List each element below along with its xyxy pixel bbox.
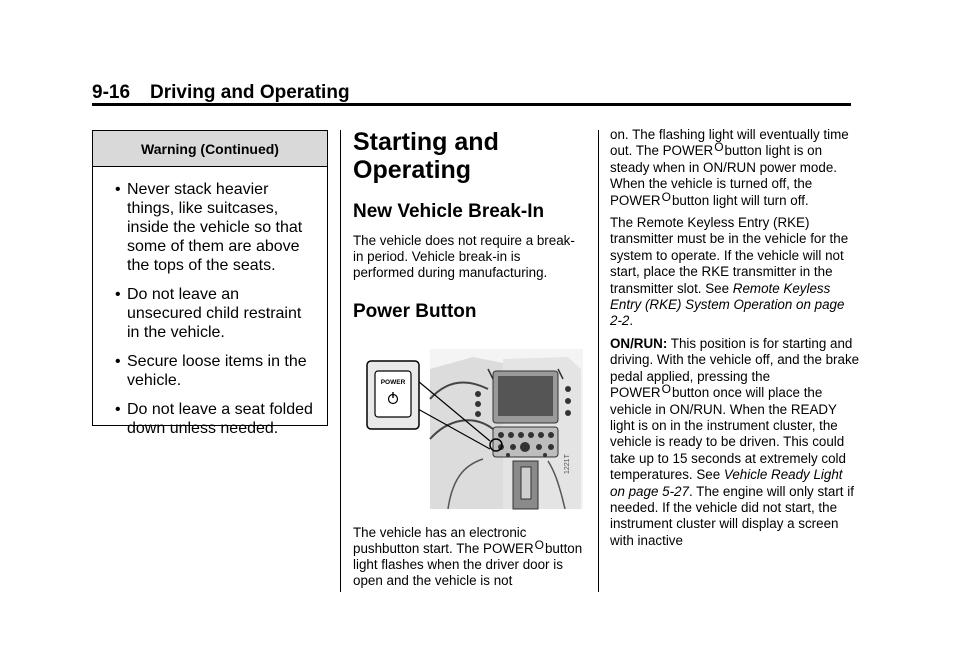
power-icon: O	[661, 189, 671, 204]
warning-item: • Never stack heavier things, like suitcases, inside the vehicle so that some of them are above the tops of the seats.	[115, 180, 313, 275]
power-icon: O	[714, 140, 724, 155]
column-3	[610, 127, 860, 549]
power-button-illustration	[353, 349, 583, 511]
power-light-paragraph	[610, 127, 860, 209]
power-icon: O	[661, 382, 671, 397]
power-button-paragraph	[353, 525, 585, 589]
on-run-paragraph	[610, 336, 860, 549]
text-run: .	[629, 313, 634, 329]
cross-reference: Remote Keyless Entry (RKE) System Operation on page 2-2	[610, 280, 845, 329]
section-heading: Starting and Operating	[353, 128, 499, 184]
page-header	[92, 82, 350, 104]
text-run: This position is for starting and driving. With the vehicle off, and the brake pedal applied, pressing the POWER	[610, 335, 860, 401]
power-button-label: POWER	[380, 379, 406, 386]
cross-reference: Vehicle Ready Light on page 5-27	[610, 467, 843, 499]
warning-item: • Do not leave a seat folded down unless needed.	[115, 400, 313, 438]
text-run: on. The flashing light will eventually time out. The POWER	[610, 127, 849, 159]
text-run: . The engine will only start if needed. If the vehicle did not start, the instrument cluster will display a screen with inactive	[610, 483, 854, 548]
warning-list	[93, 167, 327, 438]
column-divider	[598, 130, 599, 592]
text-run: button once will place the vehicle in ON/RUN. When the READY light is on in the instrument cluster, the vehicle is ready to be driven. This could take up to 15 seconds at extremely cold temperatures. See	[610, 385, 846, 483]
text-run: The vehicle has an electronic pushbutton start. The POWER	[353, 525, 534, 556]
subheading-power-button: Power Button	[353, 301, 477, 322]
warning-item: • Secure loose items in the vehicle.	[115, 352, 313, 390]
subheading-break-in: New Vehicle Break-In	[353, 201, 545, 222]
break-in-paragraph: The vehicle does not require a break-in period. Vehicle break-in is performed during manufacturing.	[353, 233, 575, 280]
warning-item: • Do not leave an unsecured child restraint in the vehicle.	[115, 285, 313, 342]
dashboard-illustration	[353, 349, 583, 511]
warning-box	[92, 130, 328, 437]
rke-paragraph	[610, 215, 860, 330]
text-run: button light flashes when the driver door is open and the vehicle is not	[353, 541, 583, 588]
power-icon: O	[534, 538, 544, 552]
text-run: The Remote Keyless Entry (RKE) transmitter must be in the vehicle for the system to operate. If the vehicle will not start, place the RKE transmitter in the transmitter slot. See	[610, 215, 849, 296]
term-label: ON/RUN:	[610, 335, 668, 351]
text-run: button light will turn off.	[671, 192, 809, 208]
warning-title: Warning (Continued)	[93, 131, 327, 167]
text-run: button light is on steady when in ON/RUN power mode. When the vehicle is turned off, the POWER	[610, 143, 837, 208]
section-title: Driving and Operating	[150, 82, 350, 103]
header-rule	[92, 103, 851, 106]
column-2	[353, 128, 585, 589]
page-number: 9-16	[92, 82, 131, 103]
image-code: 1221T	[564, 454, 571, 474]
column-divider	[340, 130, 341, 592]
